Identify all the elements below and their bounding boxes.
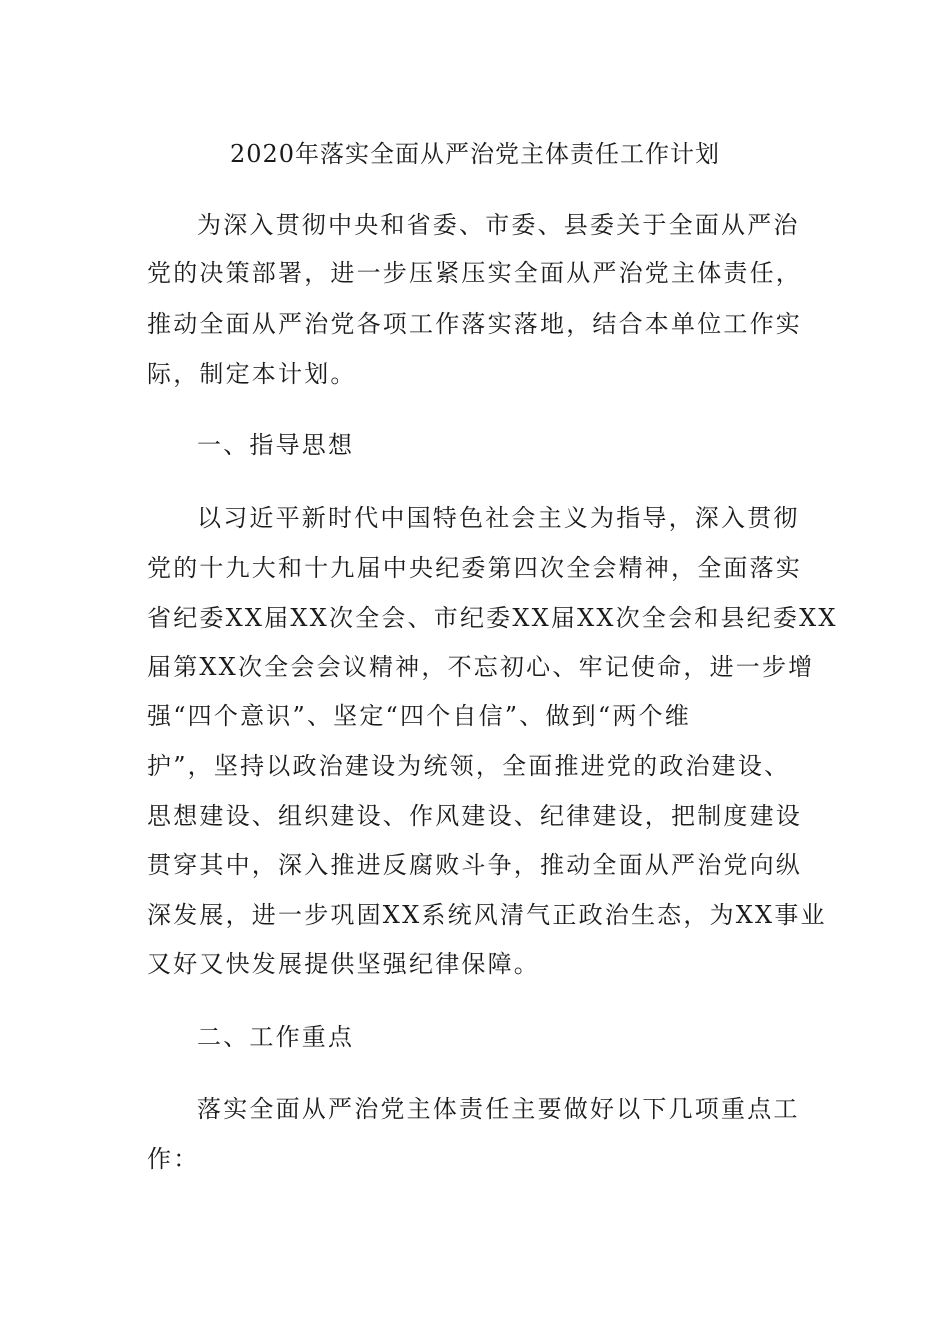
section1-line-8: 贯穿其中，深入推进反腐败斗争，推动全面从严治党向纵 — [147, 851, 802, 879]
intro-line-1: 为深入贯彻中央和省委、市委、县委关于全面从严治 — [197, 211, 800, 239]
intro-line-2: 党的决策部署，进一步压紧压实全面从严治党主体责任， — [147, 259, 802, 287]
section1-line-7: 思想建设、组织建设、作风建设、纪律建设，把制度建设 — [147, 802, 802, 830]
section1-line-4: 届第XX次全会会议精神，不忘初心、牢记使命，进一步增 — [147, 653, 815, 681]
section1-line-6: 护”，坚持以政治建设为统领，全面推进党的政治建设、 — [147, 752, 791, 780]
section2-line-2: 作： — [147, 1145, 200, 1173]
document-title: 2020年落实全面从严治党主体责任工作计划 — [229, 140, 721, 168]
section1-line-10: 又好又快发展提供坚强纪律保障。 — [147, 950, 540, 978]
section1-line-9: 深发展，进一步巩固XX系统风清气正政治生态，为XX事业 — [147, 901, 827, 929]
section1-line-2: 党的十九大和十九届中央纪委第四次全会精神，全面落实 — [147, 554, 802, 582]
section2-line-1: 落实全面从严治党主体责任主要做好以下几项重点工 — [197, 1095, 800, 1123]
section1-line-1: 以习近平新时代中国特色社会主义为指导，深入贯彻 — [197, 504, 800, 532]
section2-heading: 二、工作重点 — [197, 1023, 355, 1051]
intro-line-3: 推动全面从严治党各项工作落实落地，结合本单位工作实 — [147, 310, 802, 338]
section1-line-5: 强“四个意识”、坚定“四个自信”、做到“两个维 — [147, 702, 691, 730]
intro-line-4: 际，制定本计划。 — [147, 360, 357, 388]
section1-line-3: 省纪委XX届XX次全会、市纪委XX届XX次全会和县纪委XX — [147, 604, 838, 632]
section1-heading: 一、指导思想 — [197, 431, 355, 459]
